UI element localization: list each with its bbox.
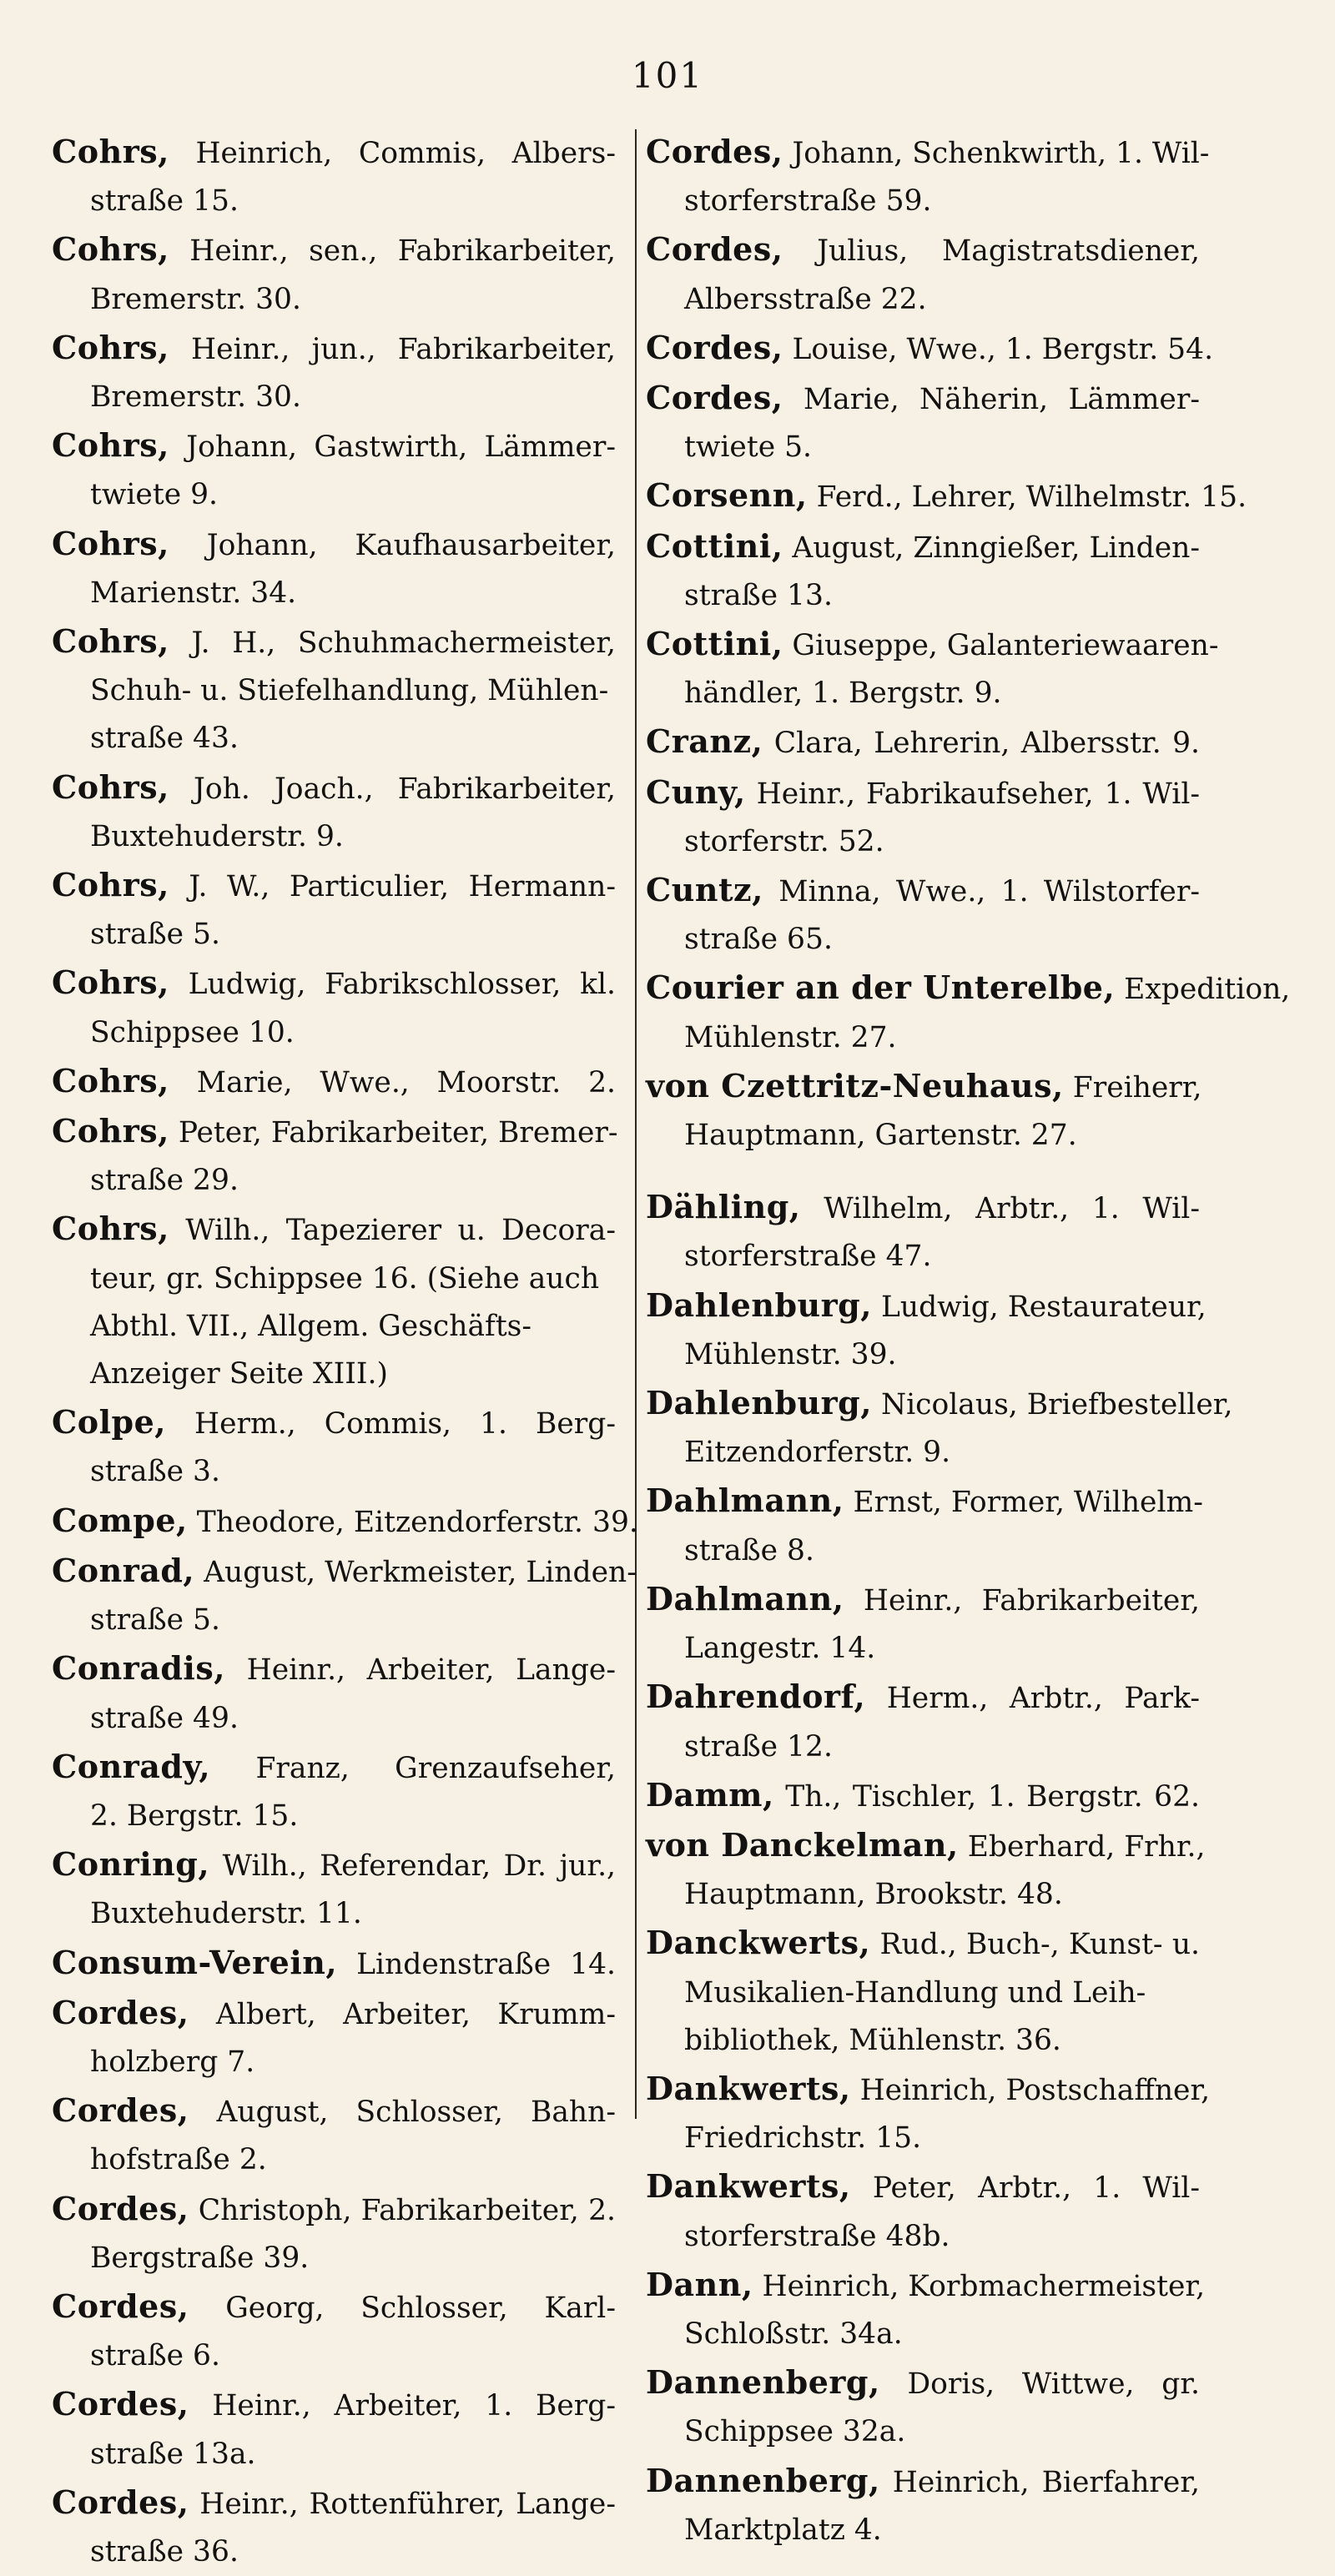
entry-continuation: Mühlenstr. 39. [684, 1337, 897, 1371]
entry-details: Heinr., Fabrikarbeiter, [863, 1583, 1200, 1618]
directory-entry [646, 717, 1200, 767]
directory-entry [52, 1107, 616, 1205]
entry-continuation: straße 43. [90, 722, 239, 756]
entry-details: Julius, Magistratsdiener, [817, 234, 1201, 269]
entry-continuation: Schippsee 10. [90, 1015, 295, 1049]
entry-continuation: straße 6. [90, 2339, 220, 2373]
entry-details: August, Schlosser, Bahn- [216, 2096, 616, 2130]
entry-continuation: Abthl. VII., Allgem. Geschäfts- [90, 1309, 532, 1343]
entry-name: Cohrs, [52, 328, 169, 366]
entry-name: Cuntz, [646, 871, 763, 909]
directory-entry [646, 1919, 1200, 2065]
entry-continuation: händler, 1. Bergstr. 9. [684, 677, 1002, 711]
entry-name: Cohrs, [52, 1210, 169, 1248]
directory-entry [52, 1398, 616, 1496]
directory-entry [52, 1840, 616, 1938]
entry-continuation: hofstraße 2. [90, 2143, 267, 2177]
entry-name: Dannenberg, [646, 2363, 880, 2402]
entry-first-line [646, 128, 1210, 178]
entry-continuation: Albersstraße 22. [684, 282, 927, 316]
entry-name: Dahlmann, [646, 1482, 844, 1520]
entry-first-line [52, 1057, 616, 1107]
entry-details: Ludwig, Restaurateur, [880, 1290, 1207, 1324]
entry-first-line [646, 768, 1200, 818]
entry-continuation: straße 36. [90, 2534, 239, 2568]
entry-continuation: Musikalien-Handlung und Leih- [684, 1975, 1146, 2010]
directory-entry [646, 1281, 1207, 1379]
entry-details: Marie, Näherin, Lämmer- [803, 383, 1200, 417]
entry-continuation: straße 13. [684, 578, 833, 612]
directory-entry [646, 963, 1291, 1061]
entry-name: Conring, [52, 1845, 210, 1884]
entry-continuation: storferstr. 52. [684, 824, 884, 858]
entry-name: Dann, [646, 2265, 753, 2303]
entry-name: Cohrs, [52, 230, 169, 269]
entry-details: Giuseppe, Galanteriewaaren- [792, 629, 1219, 663]
entry-continuation: Bergstraße 39. [90, 2241, 310, 2275]
entry-details: Heinrich, Bierfahrer, [892, 2465, 1201, 2499]
entry-name: Conradis, [52, 1649, 225, 1688]
entry-first-line [52, 1497, 638, 1547]
entry-first-line [646, 1771, 1200, 1821]
directory-entry [646, 620, 1219, 717]
directory-entry [52, 1939, 616, 1989]
entry-first-line [52, 1107, 616, 1157]
entry-details: Johann, Gastwirth, Lämmer- [186, 430, 616, 465]
section-spacer [646, 1160, 1200, 1183]
directory-entry [646, 1771, 1200, 1821]
entry-details: Peter, Fabrikarbeiter, Bremer- [178, 1116, 618, 1150]
directory-entry [646, 1821, 1206, 1919]
entry-name: Dannenberg, [646, 2461, 880, 2499]
entry-continuation: Bremerstr. 30. [90, 282, 301, 316]
entry-continuation: Hauptmann, Gartenstr. 27. [684, 1119, 1077, 1153]
entry-continuation: Mühlenstr. 27. [684, 1020, 897, 1054]
entry-details: Ernst, Former, Wilhelm- [853, 1486, 1203, 1520]
entry-first-line [52, 1547, 637, 1597]
directory-entry [646, 471, 1247, 521]
directory-entry [52, 1743, 616, 1840]
directory-entry [646, 1379, 1233, 1477]
entry-first-line [646, 225, 1200, 275]
entry-continuation: Anzeiger Seite XIII.) [90, 1357, 388, 1391]
entry-details: J. W., Particulier, Hermann- [189, 870, 617, 904]
directory-entry [52, 324, 616, 421]
entry-details: Franz, Grenzaufseher, [255, 1751, 616, 1785]
directory-entry [52, 128, 616, 225]
entry-details: Theodore, Eitzendorferstr. 39. [196, 1505, 638, 1539]
entry-details: Clara, Lehrerin, Albersstr. 9. [773, 727, 1200, 761]
entry-name: Cohrs, [52, 426, 169, 465]
entry-name: Conrady, [52, 1747, 211, 1785]
entry-first-line [52, 2380, 616, 2430]
entry-details: Ludwig, Fabrikschlosser, kl. [188, 968, 616, 1002]
entry-first-line [646, 324, 1214, 374]
entry-name: Cottini, [646, 625, 783, 663]
directory-entry [646, 2065, 1211, 2162]
directory-entry [52, 1989, 616, 2086]
entry-details: Johann, Schenkwirth, 1. Wil- [792, 137, 1210, 170]
entry-first-line [646, 2457, 1200, 2507]
entry-details: August, Zinngießer, Linden- [792, 531, 1201, 565]
entry-first-line [646, 2261, 1206, 2311]
entry-name: Dahlenburg, [646, 1384, 872, 1422]
entry-details: Peter, Arbtr., 1. Wil- [872, 2171, 1200, 2206]
directory-entry [52, 1497, 638, 1547]
entry-first-line [646, 1919, 1200, 1969]
entry-details: Heinr., Arbeiter, Lange- [246, 1653, 617, 1688]
entry-name: Cuny, [646, 772, 746, 811]
directory-entry [52, 861, 616, 958]
entry-details: Nicolaus, Briefbesteller, [880, 1388, 1233, 1422]
entry-first-line [52, 2086, 616, 2136]
entry-name: Cordes, [52, 2287, 189, 2325]
directory-entry [52, 1057, 616, 1107]
directory-entry [52, 2478, 616, 2576]
entry-first-line [646, 1673, 1200, 1723]
entry-first-line [646, 1379, 1233, 1429]
directory-entry [52, 958, 616, 1056]
directory-entry [646, 128, 1210, 225]
entry-name: Cordes, [646, 328, 783, 366]
entry-first-line [52, 128, 616, 178]
entry-continuation: Langestr. 14. [684, 1632, 876, 1666]
directory-entry [646, 1062, 1200, 1160]
entry-name: Cordes, [52, 2091, 189, 2130]
entry-first-line [646, 2065, 1211, 2115]
entry-name: Dahrendorf, [646, 1678, 866, 1716]
directory-entry [646, 1673, 1200, 1770]
entry-details: Albert, Arbeiter, Krumm- [215, 1997, 617, 2031]
entry-details: Doris, Wittwe, gr. [907, 2367, 1200, 2402]
entry-first-line [646, 1477, 1203, 1527]
entry-details: J. H., Schuhmachermeister, [191, 626, 616, 661]
entry-continuation: storferstraße 59. [684, 184, 932, 219]
directory-entry [646, 2358, 1200, 2456]
entry-details: Georg, Schlosser, Karl- [225, 2291, 617, 2325]
entry-first-line [52, 1989, 616, 2039]
entry-name: Cohrs, [52, 1112, 169, 1150]
entry-continuation: Bremerstr. 30. [90, 380, 301, 415]
entry-first-line [52, 1840, 616, 1890]
entry-name: Courier an der Unterelbe, [646, 969, 1116, 1007]
entry-name: Dähling, [646, 1188, 801, 1226]
entry-details: Heinr., jun., Fabrikarbeiter, [191, 332, 617, 366]
directory-entry [646, 768, 1200, 866]
entry-continuation: bibliothek, Mühlenstr. 36. [684, 2023, 1061, 2057]
entry-first-line [52, 2478, 616, 2528]
entry-name: Cohrs, [52, 524, 169, 562]
directory-entry [646, 2261, 1206, 2358]
entry-name: Cordes, [646, 133, 783, 170]
directory-entry [52, 1547, 637, 1644]
directory-entry [646, 522, 1200, 620]
entry-details: Heinr., Rottenführer, Lange- [199, 2487, 616, 2521]
entry-continuation: Hauptmann, Brookstr. 48. [684, 1878, 1063, 1912]
entry-continuation: twiete 5. [684, 430, 813, 465]
entry-details: Th., Tischler, 1. Bergstr. 62. [785, 1779, 1200, 1814]
entry-details: Ferd., Lehrer, Wilhelmstr. 15. [816, 480, 1247, 515]
directory-entry [52, 2380, 616, 2478]
entry-first-line [646, 1281, 1207, 1331]
entry-details: Louise, Wwe., 1. Bergstr. 54. [792, 332, 1214, 366]
entry-name: Consum-Verein, [52, 1943, 338, 1981]
directory-entry [646, 1183, 1200, 1280]
entry-details: Herm., Arbtr., Park- [886, 1682, 1201, 1716]
directory-entry [52, 225, 616, 323]
entry-continuation: straße 3. [90, 1455, 220, 1489]
entry-details: Joh. Joach., Fabrikarbeiter, [194, 772, 616, 806]
directory-entry [646, 374, 1200, 471]
entry-details: Heinrich, Postschaffner, [859, 2073, 1211, 2107]
entry-first-line [646, 717, 1200, 767]
entry-continuation: Marktplatz 4. [684, 2513, 882, 2547]
directory-entry [52, 2282, 616, 2380]
entry-first-line [646, 374, 1200, 424]
entry-continuation: straße 5. [90, 1603, 220, 1638]
entry-details: Herm., Commis, 1. Berg- [194, 1407, 616, 1441]
directory-entry [52, 1205, 616, 1398]
entry-first-line [52, 1939, 616, 1989]
directory-entry [646, 866, 1200, 963]
entry-first-line [52, 2282, 616, 2332]
entry-first-line [646, 1183, 1200, 1233]
entry-details: Wilh., Referendar, Dr. jur., [222, 1849, 617, 1884]
entry-name: Colpe, [52, 1403, 167, 1441]
entry-continuation: storferstraße 48b. [684, 2219, 950, 2253]
entry-first-line [52, 763, 616, 813]
entry-details: Wilh., Tapezierer u. Decora- [185, 1214, 616, 1248]
entry-details: Heinr., sen., Fabrikarbeiter, [189, 234, 617, 269]
entry-name: Compe, [52, 1501, 188, 1539]
entry-continuation: straße 65. [684, 923, 833, 957]
entry-first-line [646, 522, 1200, 572]
directory-entry [52, 617, 616, 763]
directory-entry [52, 2086, 616, 2184]
entry-first-line [646, 963, 1291, 1014]
page-number: 101 [631, 55, 704, 96]
entry-name: Cohrs, [52, 1061, 169, 1099]
directory-entry [646, 1575, 1200, 1673]
entry-name: Cordes, [52, 2189, 189, 2227]
entry-details: Heinr., Fabrikaufseher, 1. Wil- [756, 777, 1201, 811]
entry-continuation: Schippsee 32a. [684, 2415, 906, 2449]
entry-name: Cordes, [52, 2483, 189, 2521]
entry-continuation: straße 13a. [90, 2437, 256, 2471]
entry-continuation: teur, gr. Schippsee 16. (Siehe auch [90, 1261, 600, 1296]
entry-details: Expedition, [1124, 973, 1291, 1007]
directory-entry [646, 1477, 1203, 1574]
entry-name: Cordes, [646, 230, 783, 269]
entry-first-line [646, 471, 1247, 521]
entry-continuation: Eitzendorferstr. 9. [684, 1436, 951, 1470]
entry-name: Damm, [646, 1775, 774, 1814]
directory-entry [52, 1644, 616, 1742]
entry-name: Cohrs, [52, 963, 169, 1002]
directory-entry [646, 225, 1200, 323]
entry-name: von Danckelman, [646, 1825, 959, 1864]
entry-details: Heinr., Arbeiter, 1. Berg- [212, 2389, 616, 2423]
entry-continuation: Schuh- u. Stiefelhandlung, Mühlen- [90, 674, 609, 708]
entry-continuation: storferstraße 47. [684, 1240, 932, 1274]
entry-name: Conrad, [52, 1551, 195, 1589]
entry-name: Corsenn, [646, 476, 808, 515]
directory-entry [52, 421, 616, 519]
entry-details: Christoph, Fabrikarbeiter, 2. [198, 2193, 616, 2227]
entry-name: Cottini, [646, 526, 783, 565]
entry-first-line [52, 861, 616, 911]
entry-details: Rud., Buch-, Kunst- u. [879, 1928, 1201, 1962]
entry-name: Cohrs, [52, 133, 169, 170]
entry-details: Heinrich, Korbmachermeister, [762, 2269, 1206, 2303]
entry-continuation: Friedrichstr. 15. [684, 2121, 922, 2156]
directory-entry [646, 2457, 1200, 2554]
entry-first-line [646, 620, 1219, 670]
entry-first-line [52, 958, 616, 1009]
entry-name: Cordes, [52, 1993, 189, 2031]
entry-name: von Czettritz-Neuhaus, [646, 1066, 1064, 1104]
entry-continuation: straße 29. [90, 1164, 239, 1198]
entry-details: Wilhelm, Arbtr., 1. Wil- [824, 1192, 1200, 1226]
entry-continuation: straße 12. [684, 1729, 833, 1763]
entry-first-line [52, 1398, 616, 1448]
entry-name: Cordes, [52, 2385, 189, 2423]
entry-name: Cordes, [646, 379, 783, 417]
entry-first-line [52, 421, 616, 471]
entry-first-line [52, 520, 616, 570]
entry-first-line [52, 2185, 616, 2235]
right-column [646, 128, 1291, 2554]
entry-name: Dankwerts, [646, 2167, 851, 2206]
directory-entry [646, 2162, 1200, 2260]
entry-continuation: Schloßstr. 34a. [684, 2317, 903, 2351]
entry-continuation: straße 8. [684, 1533, 814, 1567]
entry-continuation: straße 49. [90, 1701, 239, 1735]
entry-name: Cohrs, [52, 767, 169, 806]
entry-continuation: 2. Bergstr. 15. [90, 1799, 299, 1833]
entry-continuation: Buxtehuderstr. 11. [90, 1897, 362, 1931]
entry-first-line [646, 2358, 1200, 2408]
entry-continuation: straße 5. [90, 918, 220, 952]
entry-first-line [646, 2162, 1200, 2212]
entry-first-line [646, 1821, 1206, 1871]
entry-name: Dahlenburg, [646, 1285, 872, 1324]
entry-name: Dankwerts, [646, 2069, 851, 2107]
entry-first-line [52, 225, 616, 275]
entry-name: Cranz, [646, 722, 763, 761]
entry-details: Freiherr, [1072, 1070, 1202, 1104]
directory-entry [52, 520, 616, 617]
entry-first-line [646, 1062, 1200, 1112]
entry-first-line [52, 1743, 616, 1793]
entry-first-line [646, 1575, 1200, 1625]
entry-details: Lindenstraße 14. [356, 1947, 616, 1981]
entry-details: Heinrich, Commis, Albers- [195, 137, 616, 170]
column-divider [635, 129, 637, 2119]
entry-continuation: holzberg 7. [90, 2045, 255, 2079]
entry-continuation: Buxtehuderstr. 9. [90, 819, 344, 853]
left-column [52, 128, 638, 2576]
entry-name: Danckwerts, [646, 1924, 871, 1962]
entry-details: Johann, Kaufhausarbeiter, [206, 528, 616, 562]
entry-continuation: straße 15. [90, 184, 239, 219]
entry-first-line [646, 866, 1200, 916]
directory-entry [52, 763, 616, 861]
entry-continuation: Marienstr. 34. [90, 576, 297, 610]
entry-details: Minna, Wwe., 1. Wilstorfer- [778, 875, 1200, 909]
entry-details: August, Werkmeister, Linden- [204, 1555, 637, 1589]
entry-details: Eberhard, Frhr., [967, 1829, 1206, 1864]
entry-details: Marie, Wwe., Moorstr. 2. [196, 1065, 617, 1099]
entry-continuation: twiete 9. [90, 478, 219, 512]
entry-first-line [52, 1644, 616, 1694]
directory-entry [52, 2185, 616, 2282]
directory-entry [646, 324, 1214, 374]
entry-first-line [52, 1205, 616, 1255]
entry-name: Cohrs, [52, 622, 169, 661]
entry-name: Cohrs, [52, 866, 169, 904]
entry-first-line [52, 324, 616, 374]
entry-first-line [52, 617, 616, 667]
entry-name: Dahlmann, [646, 1579, 844, 1618]
